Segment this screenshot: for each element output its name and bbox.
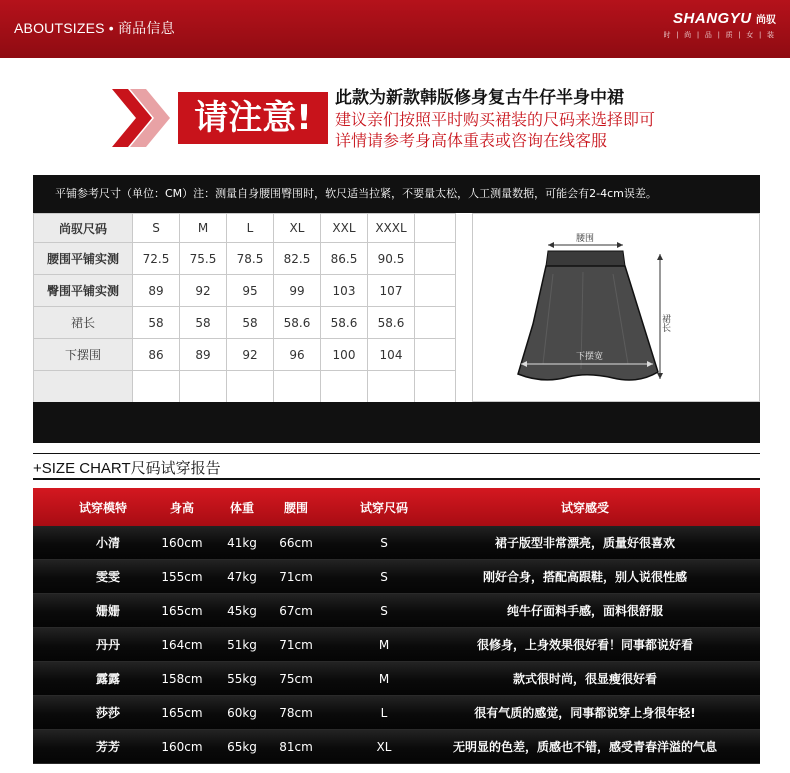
- empty-cell: [415, 371, 456, 403]
- notice-section: [0, 85, 790, 155]
- measure-cell: 58.6: [274, 307, 321, 339]
- table-row: [33, 628, 760, 662]
- length-label: 裙长: [660, 314, 670, 332]
- table-row: [33, 730, 760, 764]
- model-feedback: 很修身，上身效果很好看！同事都说好看: [476, 638, 693, 652]
- measure-cell: 58: [133, 307, 180, 339]
- row-label: 裙长: [34, 307, 133, 339]
- measure-cell: 75.5: [180, 243, 227, 275]
- divider: [33, 453, 760, 454]
- notice-line-1: 此款为新款韩版修身复古牛仔半身中裙: [335, 88, 624, 108]
- empty-cell: [415, 243, 456, 275]
- model-waist: 81cm: [279, 739, 313, 754]
- header-feedback: 试穿感受: [560, 500, 609, 515]
- model-size: S: [380, 569, 388, 584]
- header-height: 身高: [169, 500, 194, 515]
- empty-cell: [133, 371, 180, 403]
- measure-cell: 86.5: [321, 243, 368, 275]
- size-header-label: 尚驭尺码: [34, 214, 133, 243]
- measure-row-length: [34, 307, 456, 339]
- size-cell: L: [227, 214, 274, 243]
- model-weight: 45kg: [227, 603, 257, 618]
- measure-cell: 104: [368, 339, 415, 371]
- notice-line-3: 详情请参考身高体重表或咨询在线客服: [335, 131, 608, 150]
- model-feedback: 刚好合身，搭配高跟鞋，别人说很性感: [482, 570, 687, 584]
- measure-cell: 86: [133, 339, 180, 371]
- measure-cell: 58: [227, 307, 274, 339]
- header-model: 试穿模特: [78, 500, 127, 515]
- size-chart-title: +SIZE CHART尺码试穿报告: [33, 460, 221, 477]
- model-feedback: 款式很时尚，很显瘦很好看: [512, 672, 657, 686]
- tryon-header-row: [33, 488, 760, 526]
- empty-cell: [415, 307, 456, 339]
- measure-cell: 99: [274, 275, 321, 307]
- model-weight: 55kg: [227, 671, 257, 686]
- measure-cell: 58: [180, 307, 227, 339]
- model-height: 164cm: [161, 637, 203, 652]
- table-row: [33, 594, 760, 628]
- model-waist: 71cm: [279, 569, 313, 584]
- size-cell: S: [133, 214, 180, 243]
- measure-cell: 58.6: [368, 307, 415, 339]
- model-name: 小清: [95, 536, 120, 550]
- model-size: S: [380, 603, 388, 618]
- measure-cell: 103: [321, 275, 368, 307]
- measure-cell: 72.5: [133, 243, 180, 275]
- model-waist: 67cm: [279, 603, 313, 618]
- skirt-diagram: [472, 213, 760, 402]
- header-weight: 体重: [229, 500, 254, 515]
- model-weight: 51kg: [227, 637, 257, 652]
- table-row: [33, 696, 760, 730]
- measure-cell: 78.5: [227, 243, 274, 275]
- row-label: 臀围平铺实测: [34, 275, 133, 307]
- waist-label: 腰围: [576, 234, 595, 244]
- model-waist: 75cm: [279, 671, 313, 686]
- blank-row: [34, 371, 456, 403]
- brand-logo-cn: 尚驭: [756, 15, 776, 26]
- notice-text: [335, 87, 655, 151]
- tryon-table: [33, 488, 760, 761]
- empty-cell: [180, 371, 227, 403]
- model-height: 155cm: [161, 569, 203, 584]
- size-cell: XXL: [321, 214, 368, 243]
- size-header-row: [34, 214, 456, 243]
- model-name: 芳芳: [95, 740, 120, 754]
- model-height: 165cm: [161, 603, 203, 618]
- page-title: ABOUTSIZES • 商品信息: [14, 20, 175, 36]
- empty-cell: [227, 371, 274, 403]
- measure-note-bar: [33, 175, 760, 213]
- header-size: 试穿尺码: [359, 500, 408, 515]
- model-feedback: 裙子版型非常漂亮，质量好很喜欢: [494, 536, 675, 550]
- model-feedback: 无明显的色差，质感也不错，感受青春洋溢的气息: [452, 740, 717, 754]
- measure-cell: 107: [368, 275, 415, 307]
- hem-label: 下摆宽: [576, 352, 604, 362]
- model-size: L: [380, 705, 388, 720]
- row-label: 下摆围: [34, 339, 133, 371]
- brand-logo-text: SHANGYU: [673, 10, 752, 27]
- skirt-illustration: [473, 214, 759, 401]
- model-size: M: [378, 671, 390, 686]
- measure-cell: 89: [133, 275, 180, 307]
- model-waist: 71cm: [279, 637, 313, 652]
- row-label: 腰围平铺实测: [34, 243, 133, 275]
- table-row: [33, 560, 760, 594]
- measure-row-hip: [34, 275, 456, 307]
- size-cell: M: [180, 214, 227, 243]
- measure-cell: 100: [321, 339, 368, 371]
- measure-cell: 96: [274, 339, 321, 371]
- model-height: 160cm: [161, 535, 203, 550]
- size-table: [33, 213, 456, 403]
- measure-note: 平铺参考尺寸（单位：CM）注：测量自身腰围臀围时，软尺适当拉紧，不要量太松，人工测量数据，可能会有2-4cm误差。: [55, 187, 657, 200]
- model-height: 160cm: [161, 739, 203, 754]
- model-name: 莎莎: [95, 706, 120, 720]
- measure-cell: 89: [180, 339, 227, 371]
- measure-row-waist: [34, 243, 456, 275]
- measure-row-hem: [34, 339, 456, 371]
- notice-label: 请注意!: [178, 92, 328, 144]
- model-name: 丹丹: [95, 638, 120, 652]
- model-feedback: 纯牛仔面料手感，面料很舒服: [506, 604, 663, 618]
- measure-footer-bar: [33, 402, 760, 443]
- empty-cell: [321, 371, 368, 403]
- table-row: [33, 662, 760, 696]
- model-weight: 41kg: [227, 535, 257, 550]
- model-height: 158cm: [161, 671, 203, 686]
- model-size: S: [380, 535, 388, 550]
- measure-cell: 58.6: [321, 307, 368, 339]
- model-name: 露露: [95, 672, 120, 686]
- model-feedback: 很有气质的感觉，同事都说穿上身很年轻!: [474, 706, 696, 720]
- brand-slogan: 时 | 尚 | 品 | 质 | 女 | 装: [663, 32, 776, 39]
- measure-cell: 90.5: [368, 243, 415, 275]
- model-weight: 47kg: [227, 569, 257, 584]
- chevron-right-icon: [130, 89, 170, 147]
- model-height: 165cm: [161, 705, 203, 720]
- model-size: XL: [376, 739, 392, 754]
- model-weight: 65kg: [227, 739, 257, 754]
- measure-cell: 92: [180, 275, 227, 307]
- notice-line-2: 建议亲们按照平时购买裙装的尺码来选择即可: [335, 110, 656, 129]
- brand-logo: [663, 10, 776, 40]
- size-cell: XL: [274, 214, 321, 243]
- size-cell: XXXL: [368, 214, 415, 243]
- model-weight: 60kg: [227, 705, 257, 720]
- empty-cell: [368, 371, 415, 403]
- header-waist: 腰围: [283, 500, 308, 515]
- top-banner: [0, 0, 790, 58]
- empty-cell: [415, 214, 456, 243]
- measure-cell: 92: [227, 339, 274, 371]
- model-waist: 66cm: [279, 535, 313, 550]
- empty-cell: [34, 371, 133, 403]
- measure-cell: 95: [227, 275, 274, 307]
- model-size: M: [378, 637, 390, 652]
- measure-cell: 82.5: [274, 243, 321, 275]
- empty-cell: [415, 275, 456, 307]
- divider: [33, 478, 760, 480]
- model-waist: 78cm: [279, 705, 313, 720]
- model-name: 雯雯: [95, 570, 120, 584]
- table-row: [33, 526, 760, 560]
- model-name: 姗姗: [95, 604, 120, 618]
- empty-cell: [274, 371, 321, 403]
- empty-cell: [415, 339, 456, 371]
